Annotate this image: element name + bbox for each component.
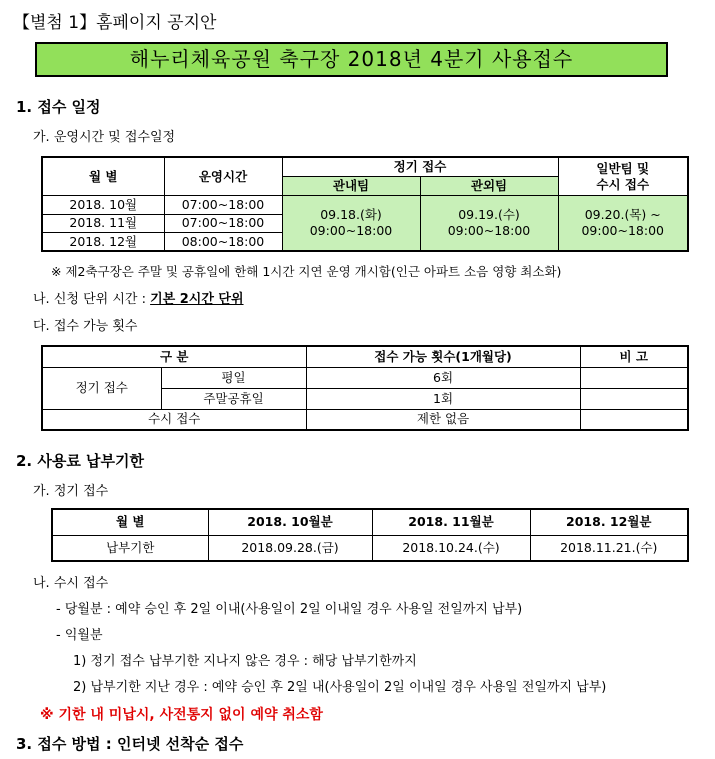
general-date: 09.20.(목) ~	[584, 207, 661, 223]
header-category: 구 분	[42, 346, 306, 367]
header-hours: 운영시간	[164, 157, 282, 196]
header-general	[558, 157, 688, 196]
general-schedule	[558, 196, 688, 251]
line-after-deadline: 2) 납부기한 지난 경우 : 예약 승인 후 2일 내(사용일이 2일 이내일 경우 사용일 전일까지 납부)	[73, 680, 607, 695]
header-month: 월 별	[52, 509, 208, 535]
row-hours: 08:00~18:00	[164, 233, 282, 251]
section1-b-value: 기본 2시간 단위	[150, 292, 244, 307]
line-next-month: - 익월분	[56, 628, 103, 643]
note-text: ※ 제2축구장은 주말 및 공휴일에 한해 1시간 지연 운영 개시함(인근 아파트 소음 영향 최소화)	[51, 264, 562, 279]
header-month-3: 2018. 12월분	[530, 509, 688, 535]
line-before-deadline: 1) 정기 접수 납부기한 지나지 않은 경우 : 해당 납부기한까지	[73, 654, 417, 669]
header-general-line1: 일반팀 및	[596, 160, 650, 176]
row-hours: 07:00~18:00	[164, 196, 282, 214]
remark-cell	[580, 388, 688, 409]
inner-schedule	[282, 196, 420, 251]
outer-time: 09:00~18:00	[447, 223, 531, 239]
deadline-table	[51, 508, 689, 562]
regular-label: 정기 접수	[42, 367, 161, 409]
occasional-count: 제한 없음	[306, 409, 580, 430]
line-current-month: - 당월분 : 예약 승인 후 2일 이내(사용일이 2일 이내일 경우 사용일 전일까지 납부)	[56, 602, 523, 617]
row-month: 2018. 11월	[42, 214, 164, 232]
occasional-label: 수시 접수	[42, 409, 306, 430]
row-month: 2018. 12월	[42, 233, 164, 251]
schedule-table	[41, 156, 689, 252]
deadline-2: 2018.10.24.(수)	[372, 535, 530, 561]
weekend-count: 1회	[306, 388, 580, 409]
header-general-line2: 수시 접수	[596, 176, 650, 192]
remark-cell	[580, 367, 688, 388]
section1-b-label: 나. 신청 단위 시간 :	[33, 292, 151, 307]
weekend-label: 주말공휴일	[161, 388, 306, 409]
header-outer: 관외팀	[420, 176, 558, 195]
row-hours: 07:00~18:00	[164, 214, 282, 232]
section3-title: 3. 접수 방법 : 인터넷 선착순 접수	[16, 735, 244, 753]
header-remark: 비 고	[580, 346, 688, 367]
row-month: 2018. 10월	[42, 196, 164, 214]
deadline-3: 2018.11.21.(수)	[530, 535, 688, 561]
inner-date: 09.18.(화)	[320, 207, 382, 223]
outer-schedule	[420, 196, 558, 251]
section1-a-label: 가. 운영시간 및 접수일정	[33, 130, 176, 145]
section1-b	[33, 288, 244, 307]
deadline-label: 납부기한	[52, 535, 208, 561]
general-time: 09:00~18:00	[581, 223, 665, 239]
weekday-count: 6회	[306, 367, 580, 388]
section2-b-label: 나. 수시 접수	[33, 576, 109, 591]
header-inner: 관내팀	[282, 176, 420, 195]
header-month-1: 2018. 10월분	[208, 509, 372, 535]
section1-c-label: 다. 접수 가능 횟수	[33, 319, 138, 334]
count-table	[41, 345, 689, 431]
section2-a-label: 가. 정기 접수	[33, 484, 109, 499]
header-count: 접수 가능 횟수(1개월당)	[306, 346, 580, 367]
remark-cell	[580, 409, 688, 430]
section1-title: 1. 접수 일정	[16, 98, 101, 116]
inner-time: 09:00~18:00	[309, 223, 393, 239]
warning-text: ※ 기한 내 미납시, 사전통지 없이 예약 취소함	[40, 707, 323, 723]
attachment-label: 【별첨 1】홈페이지 공지안	[13, 13, 217, 33]
outer-date: 09.19.(수)	[458, 207, 520, 223]
header-regular: 정기 접수	[282, 157, 558, 176]
banner-title: 해누리체육공원 축구장 2018년 4분기 사용접수	[35, 42, 668, 77]
header-month-2: 2018. 11월분	[372, 509, 530, 535]
deadline-1: 2018.09.28.(금)	[208, 535, 372, 561]
header-month: 월 별	[42, 157, 164, 196]
section2-title: 2. 사용료 납부기한	[16, 452, 145, 470]
weekday-label: 평일	[161, 367, 306, 388]
